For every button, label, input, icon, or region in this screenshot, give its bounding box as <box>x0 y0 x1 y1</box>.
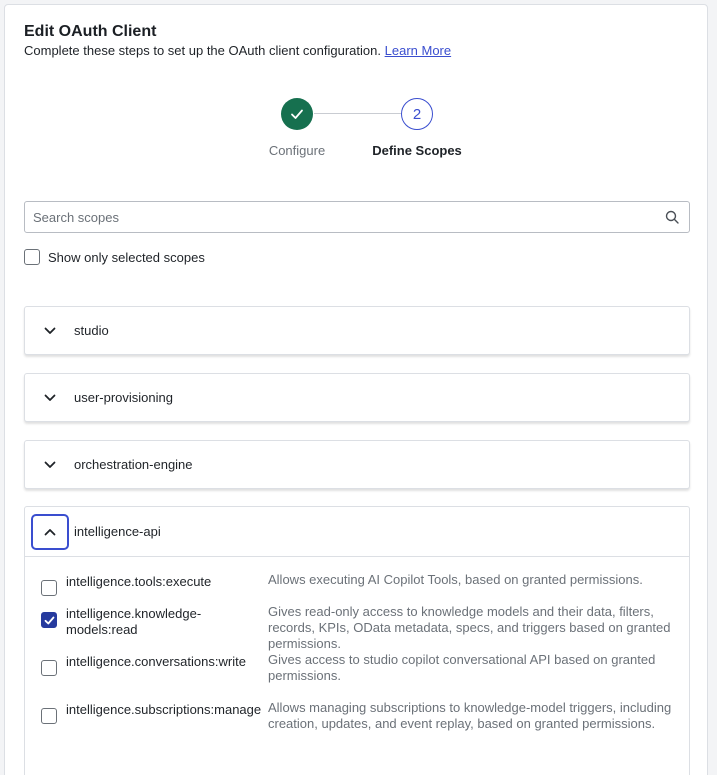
scope-row <box>41 652 671 683</box>
scope-group-name: user-provisioning <box>74 390 173 405</box>
chevron-down-icon[interactable] <box>41 389 59 407</box>
scope-group-studio[interactable] <box>24 306 690 355</box>
step-configure-complete[interactable] <box>281 98 313 130</box>
scope-description: Gives access to studio copilot conversational API based on granted permissions. <box>268 652 656 683</box>
search-box <box>24 201 690 233</box>
search-scopes-input[interactable] <box>25 202 655 232</box>
scope-description: Gives read-only access to knowledge models and their data, filters, records, KPIs, OData metadata, specs, and triggers based on granted permissions. <box>268 604 671 651</box>
scope-checkbox-checked[interactable] <box>41 612 57 628</box>
scope-group-user-provisioning[interactable] <box>24 373 690 422</box>
scope-name: intelligence.subscriptions:manage <box>66 702 262 717</box>
scope-checkbox[interactable] <box>41 580 57 596</box>
scope-row <box>41 574 671 596</box>
edit-oauth-client-panel <box>4 4 708 775</box>
chevron-down-icon[interactable] <box>41 456 59 474</box>
scope-checkbox[interactable] <box>41 660 57 676</box>
learn-more-link[interactable]: Learn More <box>384 43 452 58</box>
search-icon[interactable] <box>665 210 679 224</box>
scope-group-header[interactable] <box>25 507 689 557</box>
scope-description: Allows executing AI Copilot Tools, based on granted permissions. <box>268 572 643 587</box>
scope-group-name: orchestration-engine <box>74 457 193 472</box>
chevron-up-icon <box>44 528 56 536</box>
show-selected-checkbox[interactable] <box>24 249 40 265</box>
show-selected-label: Show only selected scopes <box>48 249 205 265</box>
scope-name: intelligence.knowledge-models:read <box>66 606 202 637</box>
scope-row <box>41 700 672 731</box>
page-subtitle <box>24 43 451 58</box>
scope-name: intelligence.conversations:write <box>66 654 246 669</box>
step-label-configure: Configure <box>268 143 326 158</box>
stepper-connector <box>314 113 401 114</box>
scope-checkbox[interactable] <box>41 708 57 724</box>
collapse-toggle-button[interactable] <box>31 514 69 550</box>
page-title: Edit OAuth Client <box>24 23 157 40</box>
check-icon <box>44 615 55 626</box>
chevron-down-icon[interactable] <box>41 322 59 340</box>
step-define-scopes-current: 2 <box>401 98 433 130</box>
subtitle-text: Complete these steps to set up the OAuth client configuration. <box>24 43 381 58</box>
scope-group-name: intelligence-api <box>74 524 161 539</box>
scope-group-name: studio <box>74 323 109 338</box>
check-icon <box>290 107 304 121</box>
show-selected-filter[interactable] <box>24 249 205 265</box>
scope-row <box>41 604 671 651</box>
scope-group-intelligence-api <box>24 506 690 775</box>
scope-description: Allows managing subscriptions to knowledge-model triggers, including creation, updates, and event replay, based on granted permissions. <box>268 700 672 731</box>
scope-name: intelligence.tools:execute <box>66 574 212 589</box>
step-label-define-scopes: Define Scopes <box>372 143 462 158</box>
scope-group-orchestration-engine[interactable] <box>24 440 690 489</box>
